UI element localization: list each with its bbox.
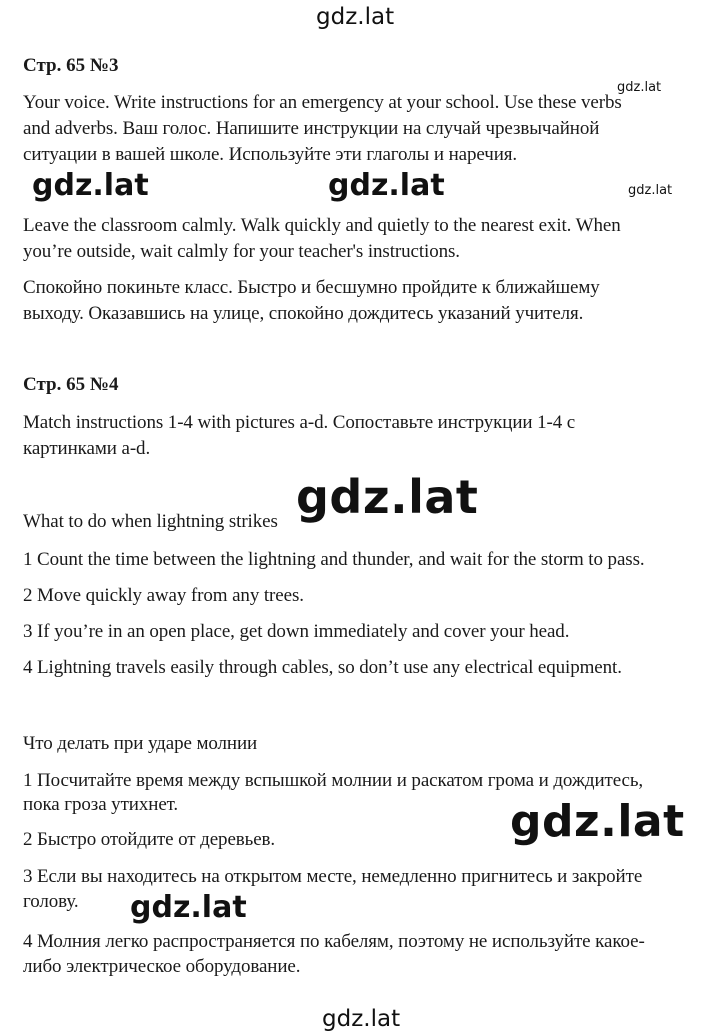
section3-heading: Стр. 65 №3 [23, 55, 119, 76]
section4-ru-item: 1 Посчитайте время между вспышкой молнии и раскатом грома и дождитесь, [23, 770, 644, 791]
section4-ru-item: 3 Если вы находитесь на открытом месте, немедленно пригнитесь и закройте [23, 866, 643, 887]
section4-en-title: What to do when lightning strikes [23, 511, 278, 532]
section4-ru-item-cont: либо электрическое оборудование. [23, 956, 301, 977]
watermark-top: gdz.lat [316, 4, 395, 30]
section4-ru-title: Что делать при ударе молнии [23, 733, 258, 754]
section4-en-item: 4 Lightning travels easily through cables, so don’t use any electrical equipment. [23, 657, 622, 678]
watermark-big-2: gdz.lat [510, 796, 685, 847]
section3-task-line: and adverbs. Ваш голос. Напишите инструкции на случай чрезвычайной [23, 118, 600, 139]
section4-en-item: 2 Move quickly away from any trees. [23, 585, 304, 606]
section4-task-line: Match instructions 1-4 with pictures a-d. Сопоставьте инструкции 1-4 с [23, 412, 576, 433]
section4-ru-item-cont: голову. [23, 891, 79, 912]
section4-ru-item: 2 Быстро отойдите от деревьев. [23, 829, 276, 850]
section4-en-item: 1 Count the time between the lightning and thunder, and wait for the storm to pass. [23, 549, 645, 570]
section3-answer-ru-line: Спокойно покиньте класс. Быстро и бесшумно пройдите к ближайшему [23, 277, 600, 298]
watermark-mid-2: gdz.lat [328, 168, 445, 203]
section4-task-line: картинками a-d. [23, 438, 151, 459]
section4-en-item: 3 If you’re in an open place, get down immediately and cover your head. [23, 621, 570, 642]
section3-task-line: ситуации в вашей школе. Используйте эти глаголы и наречия. [23, 144, 518, 165]
watermark-mid-1: gdz.lat [32, 168, 149, 203]
section3-answer-en-line: Leave the classroom calmly. Walk quickly and quietly to the nearest exit. When [23, 215, 621, 236]
watermark-mid-3: gdz.lat [130, 890, 247, 925]
section4-heading: Стр. 65 №4 [23, 374, 119, 395]
section4-ru-item: 4 Молния легко распространяется по кабелям, поэтому не используйте какое- [23, 931, 645, 952]
section3-answer-en-line: you’re outside, wait calmly for your teacher's instructions. [23, 241, 460, 262]
section4-ru-item-cont: пока гроза утихнет. [23, 794, 179, 815]
watermark-big-1: gdz.lat [296, 470, 479, 524]
watermark-small-1: gdz.lat [617, 80, 662, 95]
section3-task-line: Your voice. Write instructions for an emergency at your school. Use these verbs [23, 92, 622, 113]
watermark-small-2: gdz.lat [628, 183, 673, 198]
watermark-bottom: gdz.lat [322, 1006, 401, 1032]
section3-answer-ru-line: выходу. Оказавшись на улице, спокойно дождитесь указаний учителя. [23, 303, 584, 324]
